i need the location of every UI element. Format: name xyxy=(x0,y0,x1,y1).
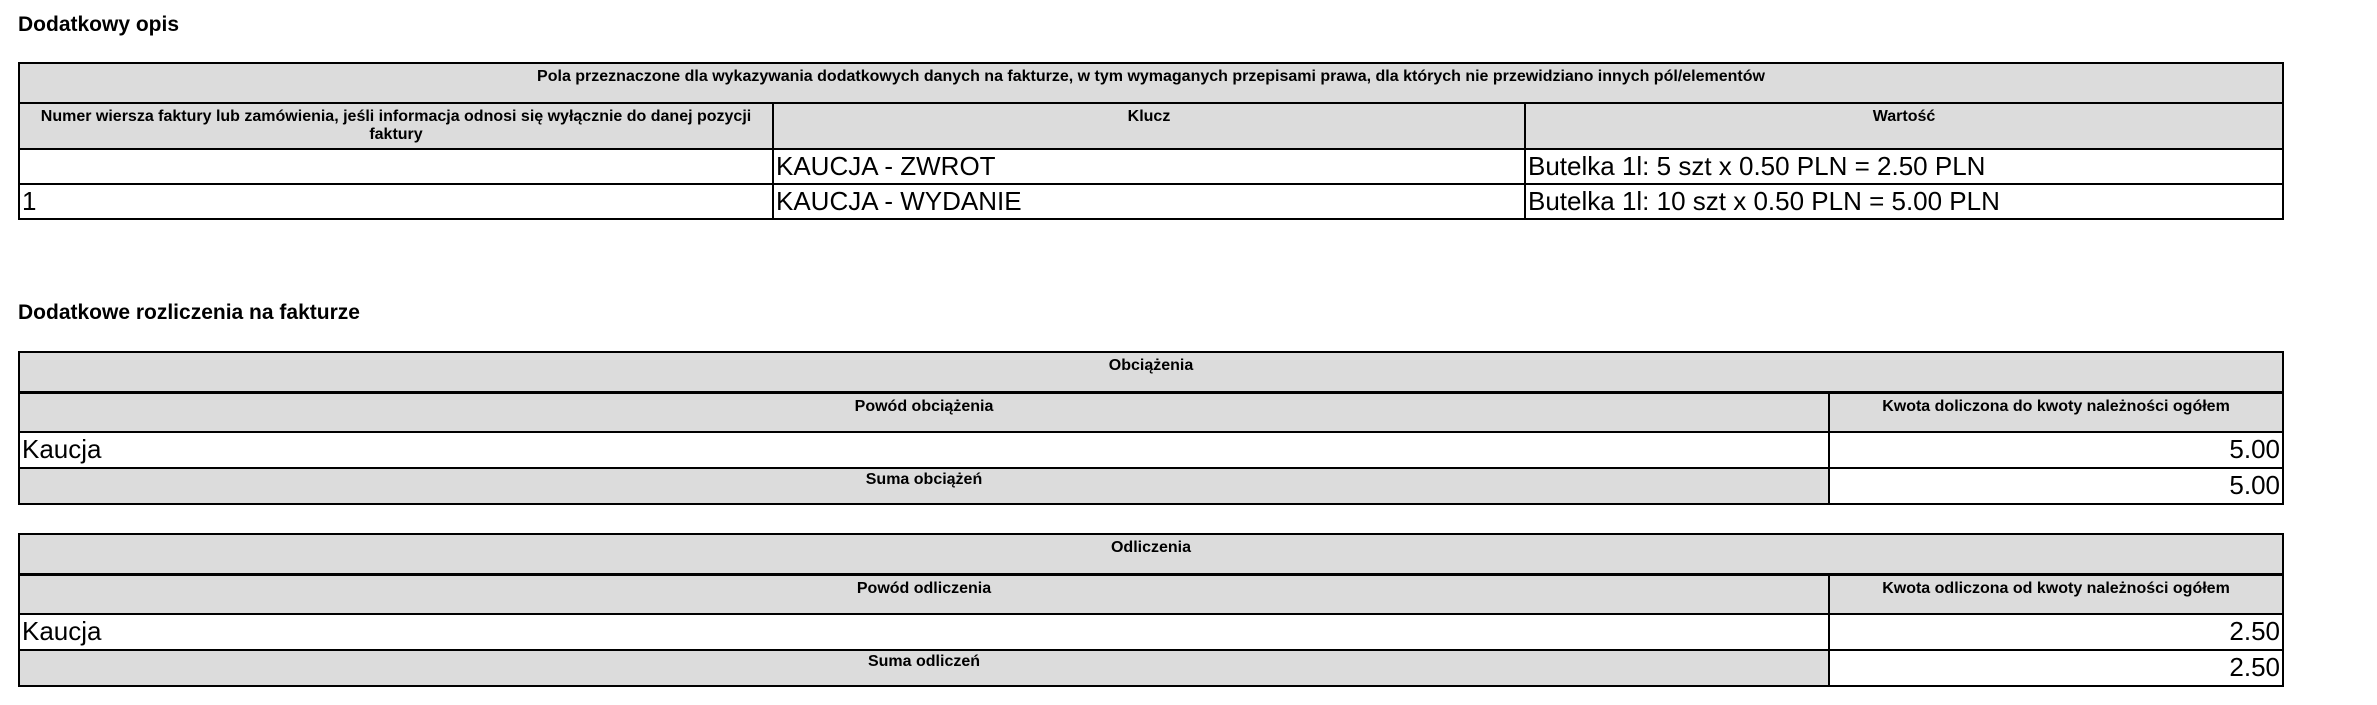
deductions-header-row xyxy=(19,534,2283,574)
cell-row-number: 1 xyxy=(19,184,773,219)
column-header-key: Klucz xyxy=(773,103,1525,149)
additional-description-table-header: Pola przeznaczone dla wykazywania dodatkowych danych na fakturze, w tym wymaganych przepisami prawa, dla których nie przewidziano innych pól/elementów xyxy=(19,63,2283,103)
table-row xyxy=(19,614,2283,650)
cell-value: Butelka 1l: 10 szt x 0.50 PLN = 5.00 PLN xyxy=(1525,184,2283,219)
charges-header-row xyxy=(19,352,2283,392)
cell-charge-amount: 5.00 xyxy=(1829,432,2283,468)
table-row xyxy=(19,432,2283,468)
cell-key: KAUCJA - ZWROT xyxy=(773,149,1525,184)
charges-table-header: Obciążenia xyxy=(19,352,2283,392)
column-header-deduction-amount: Kwota odliczona od kwoty należności ogółem xyxy=(1829,574,2283,614)
charges-sum-row xyxy=(19,468,2283,504)
cell-row-number xyxy=(19,149,773,184)
section-title-settlements: Dodatkowe rozliczenia na fakturze xyxy=(18,301,360,324)
column-header-value: Wartość xyxy=(1525,103,2283,149)
column-header-row xyxy=(19,103,2283,149)
additional-description-table xyxy=(18,62,2284,220)
table-row xyxy=(19,149,2283,184)
charges-column-header-row xyxy=(19,392,2283,432)
deductions-sum-label: Suma odliczeń xyxy=(19,650,1829,686)
table-row xyxy=(19,184,2283,219)
cell-charge-reason: Kaucja xyxy=(19,432,1829,468)
deductions-table-header: Odliczenia xyxy=(19,534,2283,574)
charges-sum-value: 5.00 xyxy=(1829,468,2283,504)
deductions-sum-value: 2.50 xyxy=(1829,650,2283,686)
table-header-row xyxy=(19,63,2283,103)
deductions-sum-row xyxy=(19,650,2283,686)
column-header-charge-reason: Powód obciążenia xyxy=(19,392,1829,432)
charges-sum-label: Suma obciążeń xyxy=(19,468,1829,504)
column-header-row-number: Numer wiersza faktury lub zamówienia, jeśli informacja odnosi się wyłącznie do danej pozycji faktury xyxy=(19,103,773,149)
cell-deduction-reason: Kaucja xyxy=(19,614,1829,650)
deductions-table xyxy=(18,533,2284,687)
column-header-charge-amount: Kwota doliczona do kwoty należności ogółem xyxy=(1829,392,2283,432)
charges-table xyxy=(18,351,2284,505)
cell-key: KAUCJA - WYDANIE xyxy=(773,184,1525,219)
deductions-column-header-row xyxy=(19,574,2283,614)
column-header-deduction-reason: Powód odliczenia xyxy=(19,574,1829,614)
cell-deduction-amount: 2.50 xyxy=(1829,614,2283,650)
section-title-additional-description: Dodatkowy opis xyxy=(18,13,180,36)
cell-value: Butelka 1l: 5 szt x 0.50 PLN = 2.50 PLN xyxy=(1525,149,2283,184)
